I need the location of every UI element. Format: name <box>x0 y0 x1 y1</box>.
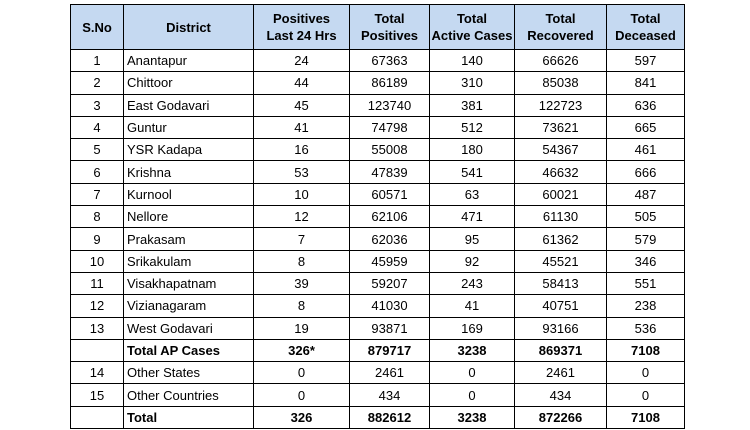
cell-recovered: 61130 <box>515 206 607 228</box>
cell-total-positives: 62036 <box>350 228 430 250</box>
cell-active-cases: 169 <box>430 317 515 339</box>
header-district: District <box>124 5 254 50</box>
table-row <box>71 50 685 72</box>
cell-deceased: 0 <box>607 384 685 406</box>
cell-active-cases: 512 <box>430 116 515 138</box>
table-row <box>71 384 685 406</box>
covid-district-table <box>70 4 685 429</box>
cell-active-cases: 92 <box>430 250 515 272</box>
header-total-positives: Total Positives <box>350 5 430 50</box>
header-active-cases: Total Active Cases <box>430 5 515 50</box>
cell-sno: 3 <box>71 94 124 116</box>
cell-sno: 11 <box>71 272 124 294</box>
cell-district: Kurnool <box>124 183 254 205</box>
cell-deceased: 0 <box>607 362 685 384</box>
cell-total-positives: 41030 <box>350 295 430 317</box>
cell-positives-24h: 0 <box>254 362 350 384</box>
cell-total-positives: 882612 <box>350 406 430 428</box>
cell-positives-24h: 12 <box>254 206 350 228</box>
cell-sno: 7 <box>71 183 124 205</box>
cell-district: Total <box>124 406 254 428</box>
total-row <box>71 339 685 361</box>
cell-positives-24h: 326 <box>254 406 350 428</box>
cell-positives-24h: 16 <box>254 139 350 161</box>
table-row <box>71 250 685 272</box>
table-row <box>71 72 685 94</box>
table-row <box>71 139 685 161</box>
cell-positives-24h: 19 <box>254 317 350 339</box>
cell-deceased: 487 <box>607 183 685 205</box>
cell-deceased: 7108 <box>607 339 685 361</box>
cell-sno <box>71 339 124 361</box>
cell-sno: 15 <box>71 384 124 406</box>
cell-recovered: 45521 <box>515 250 607 272</box>
cell-positives-24h: 39 <box>254 272 350 294</box>
cell-total-positives: 434 <box>350 384 430 406</box>
table-row <box>71 183 685 205</box>
cell-recovered: 46632 <box>515 161 607 183</box>
cell-sno: 10 <box>71 250 124 272</box>
cell-active-cases: 95 <box>430 228 515 250</box>
cell-total-positives: 74798 <box>350 116 430 138</box>
cell-total-positives: 86189 <box>350 72 430 94</box>
cell-sno: 1 <box>71 50 124 72</box>
cell-total-positives: 879717 <box>350 339 430 361</box>
cell-recovered: 66626 <box>515 50 607 72</box>
cell-positives-24h: 41 <box>254 116 350 138</box>
cell-recovered: 872266 <box>515 406 607 428</box>
cell-deceased: 7108 <box>607 406 685 428</box>
cell-district: Guntur <box>124 116 254 138</box>
cell-total-positives: 45959 <box>350 250 430 272</box>
cell-deceased: 346 <box>607 250 685 272</box>
cell-recovered: 434 <box>515 384 607 406</box>
header-deceased: Total Deceased <box>607 5 685 50</box>
cell-positives-24h: 7 <box>254 228 350 250</box>
table-row <box>71 317 685 339</box>
cell-sno: 6 <box>71 161 124 183</box>
cell-recovered: 40751 <box>515 295 607 317</box>
cell-district: Visakhapatnam <box>124 272 254 294</box>
cell-sno: 5 <box>71 139 124 161</box>
cell-deceased: 597 <box>607 50 685 72</box>
cell-active-cases: 41 <box>430 295 515 317</box>
cell-deceased: 461 <box>607 139 685 161</box>
cell-active-cases: 180 <box>430 139 515 161</box>
cell-recovered: 85038 <box>515 72 607 94</box>
cell-total-positives: 123740 <box>350 94 430 116</box>
cell-district: Krishna <box>124 161 254 183</box>
table-row <box>71 272 685 294</box>
table-row <box>71 161 685 183</box>
cell-sno: 14 <box>71 362 124 384</box>
cell-active-cases: 471 <box>430 206 515 228</box>
table-row <box>71 116 685 138</box>
cell-active-cases: 140 <box>430 50 515 72</box>
cell-active-cases: 541 <box>430 161 515 183</box>
table-row <box>71 295 685 317</box>
cell-positives-24h: 8 <box>254 295 350 317</box>
cell-sno: 13 <box>71 317 124 339</box>
cell-deceased: 666 <box>607 161 685 183</box>
table-row <box>71 94 685 116</box>
cell-positives-24h: 53 <box>254 161 350 183</box>
cell-active-cases: 243 <box>430 272 515 294</box>
cell-deceased: 505 <box>607 206 685 228</box>
cell-sno: 8 <box>71 206 124 228</box>
cell-district: Other Countries <box>124 384 254 406</box>
cell-deceased: 536 <box>607 317 685 339</box>
header-positives-24h: Positives Last 24 Hrs <box>254 5 350 50</box>
cell-district: Vizianagaram <box>124 295 254 317</box>
cell-total-positives: 67363 <box>350 50 430 72</box>
cell-positives-24h: 10 <box>254 183 350 205</box>
total-row <box>71 406 685 428</box>
cell-active-cases: 0 <box>430 362 515 384</box>
cell-sno: 4 <box>71 116 124 138</box>
cell-deceased: 551 <box>607 272 685 294</box>
cell-recovered: 54367 <box>515 139 607 161</box>
cell-active-cases: 3238 <box>430 406 515 428</box>
cell-recovered: 122723 <box>515 94 607 116</box>
cell-recovered: 869371 <box>515 339 607 361</box>
cell-positives-24h: 326* <box>254 339 350 361</box>
cell-recovered: 61362 <box>515 228 607 250</box>
cell-deceased: 665 <box>607 116 685 138</box>
cell-district: Chittoor <box>124 72 254 94</box>
cell-district: Srikakulam <box>124 250 254 272</box>
cell-active-cases: 0 <box>430 384 515 406</box>
cell-deceased: 636 <box>607 94 685 116</box>
cell-active-cases: 3238 <box>430 339 515 361</box>
table-row <box>71 362 685 384</box>
cell-district: Prakasam <box>124 228 254 250</box>
cell-sno: 9 <box>71 228 124 250</box>
cell-total-positives: 93871 <box>350 317 430 339</box>
table-row <box>71 206 685 228</box>
cell-sno: 12 <box>71 295 124 317</box>
cell-total-positives: 47839 <box>350 161 430 183</box>
cell-total-positives: 55008 <box>350 139 430 161</box>
cell-recovered: 58413 <box>515 272 607 294</box>
cell-recovered: 73621 <box>515 116 607 138</box>
cell-district: Other States <box>124 362 254 384</box>
header-sno: S.No <box>71 5 124 50</box>
cell-recovered: 60021 <box>515 183 607 205</box>
cell-positives-24h: 0 <box>254 384 350 406</box>
cell-total-positives: 59207 <box>350 272 430 294</box>
cell-total-positives: 62106 <box>350 206 430 228</box>
cell-district: Nellore <box>124 206 254 228</box>
cell-positives-24h: 8 <box>254 250 350 272</box>
cell-district: Total AP Cases <box>124 339 254 361</box>
cell-district: YSR Kadapa <box>124 139 254 161</box>
cell-active-cases: 63 <box>430 183 515 205</box>
cell-deceased: 841 <box>607 72 685 94</box>
cell-sno <box>71 406 124 428</box>
cell-positives-24h: 45 <box>254 94 350 116</box>
cell-deceased: 579 <box>607 228 685 250</box>
cell-total-positives: 60571 <box>350 183 430 205</box>
cell-active-cases: 310 <box>430 72 515 94</box>
header-recovered: Total Recovered <box>515 5 607 50</box>
cell-district: West Godavari <box>124 317 254 339</box>
table-row <box>71 228 685 250</box>
header-row <box>71 5 685 50</box>
cell-positives-24h: 44 <box>254 72 350 94</box>
cell-active-cases: 381 <box>430 94 515 116</box>
cell-total-positives: 2461 <box>350 362 430 384</box>
cell-recovered: 93166 <box>515 317 607 339</box>
cell-deceased: 238 <box>607 295 685 317</box>
cell-sno: 2 <box>71 72 124 94</box>
cell-recovered: 2461 <box>515 362 607 384</box>
cell-district: Anantapur <box>124 50 254 72</box>
cell-positives-24h: 24 <box>254 50 350 72</box>
cell-district: East Godavari <box>124 94 254 116</box>
